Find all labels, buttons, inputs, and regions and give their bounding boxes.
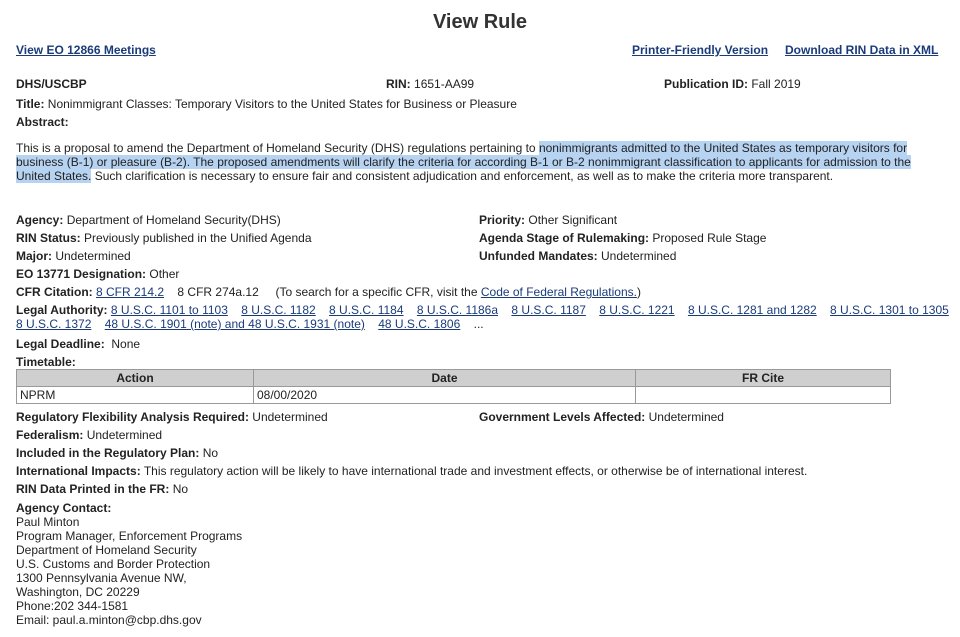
rule-title: Title: Nonimmigrant Classes: Temporary Visitors to the United States for Business or Pleasure [16, 97, 517, 111]
timetable-table [16, 369, 891, 404]
legal-authority-link[interactable]: 8 U.S.C. 1186a [416, 303, 499, 317]
code-of-federal-regulations-link[interactable]: Code of Federal Regulations. [480, 285, 637, 299]
legal-authority-link[interactable]: 8 U.S.C. 1182 [241, 303, 316, 317]
contact-email: Email: paul.a.minton@cbp.dhs.gov [16, 613, 202, 627]
eo-designation: EO 13771 Designation: Other [16, 267, 180, 281]
cfr-citation: CFR Citation: 8 CFR 214.2 8 CFR 274a.12 (To search for a specific CFR, visit the Code of Federal Regulations.) [16, 285, 641, 299]
priority: Priority: Other Significant [479, 213, 618, 227]
timetable-cell-date: 08/00/2020 [254, 387, 636, 404]
government-levels: Government Levels Affected: Undetermined [479, 410, 724, 424]
timetable-cell-frcite [636, 387, 891, 404]
contact-name: Paul Minton [16, 515, 80, 529]
legal-authority-more: ... [473, 317, 484, 331]
rin-data-printed: RIN Data Printed in the FR: No [16, 482, 189, 496]
abstract-label: Abstract: [16, 115, 69, 129]
printer-friendly-link[interactable]: Printer-Friendly Version [632, 43, 769, 57]
legal-authority-link[interactable]: 8 U.S.C. 1101 to 1103 [110, 303, 228, 317]
legal-authority-link[interactable]: 8 U.S.C. 1281 and 1282 [687, 303, 817, 317]
abstract-text: This is a proposal to amend the Department of Homeland Security (DHS) regulations pertaining to nonimmigrants admitted to the United States as temporary visitors for business (B-1) or pleasure (B-2). The proposed amendments will clarify the criteria for according B-1 or B-2 nonimmigrant classification to applicants for admission to the United States. Such clarification is necessary to ensure fair and consistent adjudication and enforcement, as well as to make the criteria more transparent. [16, 141, 911, 183]
major: Major: Undetermined [16, 249, 131, 263]
legal-authority-link[interactable]: 48 U.S.C. 1901 (note) and 48 U.S.C. 1931 (note) [104, 317, 365, 331]
agency: Agency: Department of Homeland Security(DHS) [16, 213, 281, 227]
rfa-required: Regulatory Flexibility Analysis Required: Undetermined [16, 410, 328, 424]
contact-title: Program Manager, Enforcement Programs [16, 529, 243, 543]
publication-id: Publication ID: Fall 2019 [664, 77, 801, 91]
legal-authority-link[interactable]: 8 U.S.C. 1372 [16, 317, 92, 331]
rin-status: RIN Status: Previously published in the Unified Agenda [16, 231, 312, 245]
agency-contact-label: Agency Contact: [16, 501, 112, 515]
contact-department: Department of Homeland Security [16, 543, 197, 557]
download-xml-link[interactable]: Download RIN Data in XML [785, 43, 939, 57]
legal-authority-link[interactable]: 8 U.S.C. 1184 [329, 303, 404, 317]
unfunded-mandates: Unfunded Mandates: Undetermined [479, 249, 677, 263]
rin: RIN: 1651-AA99 [386, 77, 475, 91]
timetable-header-row [17, 370, 891, 387]
selected-text: nonimmigrants admitted to the United States as temporary visitors for business (B-1) or pleasure (B-2). The proposed amendments will clarify the criteria for according B-1 or B-2 nonimmigrant classification to applicants for admission to the United States. [16, 141, 911, 183]
international-impacts: International Impacts: This regulatory action will be likely to have international trade and investment effects, or otherwise be of international interest. [16, 464, 808, 478]
cfr-link[interactable]: 8 CFR 214.2 [96, 285, 165, 299]
page-title: View Rule [432, 11, 528, 33]
agency-contact [16, 501, 242, 627]
legal-authority-link[interactable]: 8 U.S.C. 1187 [511, 303, 586, 317]
contact-street: 1300 Pennsylvania Avenue NW, [16, 571, 187, 585]
timetable-header-action: Action [17, 370, 254, 387]
legal-deadline: Legal Deadline: None [16, 337, 141, 351]
timetable-header-date: Date [254, 370, 636, 387]
table-row [17, 387, 891, 404]
legal-authority-link[interactable]: 48 U.S.C. 1806 [378, 317, 461, 331]
timetable-header-frcite: FR Cite [636, 370, 891, 387]
agenda-stage: Agenda Stage of Rulemaking: Proposed Rule Stage [479, 231, 767, 245]
timetable-label: Timetable: [16, 355, 76, 369]
legal-authority-link[interactable]: 8 U.S.C. 1221 [599, 303, 675, 317]
contact-agency: U.S. Customs and Border Protection [16, 557, 211, 571]
regulatory-plan: Included in the Regulatory Plan: No [16, 446, 219, 460]
legal-authority-link[interactable]: 8 U.S.C. 1301 to 1305 [830, 303, 949, 317]
view-meetings-link[interactable]: View EO 12866 Meetings [16, 43, 156, 57]
legal-authority-line1: Legal Authority: 8 U.S.C. 1101 to 1103 8 U.S.C. 1182 8 U.S.C. 1184 8 U.S.C. 1186a 8 U.S.C. 1187 8 U.S.C. 1221 8 U.S.C. 1281 and 1282 8 U.S.C. 1301 to 1305 [16, 303, 949, 317]
contact-phone: Phone:202 344-1581 [16, 599, 129, 613]
federalism: Federalism: Undetermined [16, 428, 163, 442]
contact-city: Washington, DC 20229 [16, 585, 140, 599]
timetable-cell-action: NPRM [17, 387, 254, 404]
legal-authority-line2 [16, 317, 484, 331]
agency-code: DHS/USCBP [16, 77, 87, 91]
